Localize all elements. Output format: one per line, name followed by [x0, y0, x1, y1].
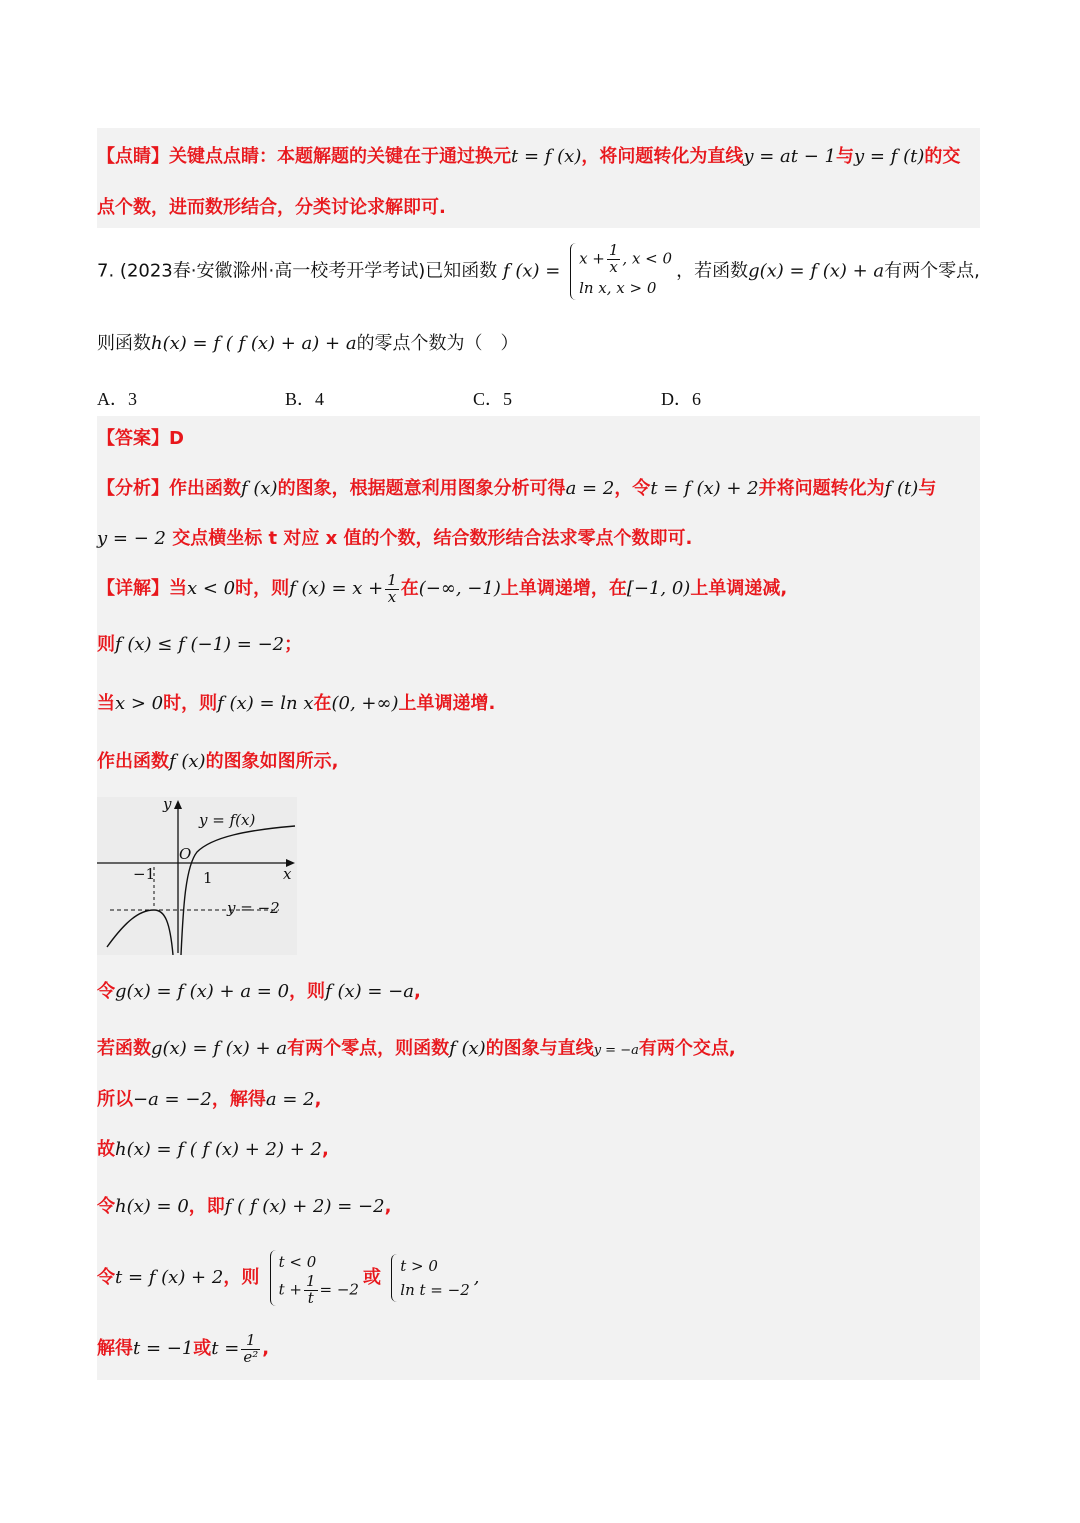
point-line-1: 【点睛】关键点点睛：本题解题的关键在于通过换元t = f (x)，将问题转化为直线y = at − 1与y = f (t)的交 [97, 146, 961, 167]
graph-x-label: x [283, 865, 292, 883]
point-line-2: 点个数，进而数形结合，分类讨论求解即可. [97, 197, 446, 218]
detail-line-9: 令h(x) = 0，即f ( f (x) + 2) = −2, [97, 1196, 392, 1217]
detail-line-8: 故h(x) = f ( f (x) + 2) + 2, [97, 1139, 329, 1160]
option-b: B．4 [285, 389, 325, 409]
graph-line-label: y = −2 [227, 899, 280, 917]
graph-one-label: 1 [203, 869, 213, 887]
detail-line-10: 令t = f (x) + 2，则 t < 0 t + $\frac{1}{t}$ = −2 或 t > 0 ln t = −2 , [97, 1240, 479, 1316]
curve-negative-branch [107, 910, 173, 955]
detail-line-2: 则f (x) ≤ f (−1) = −2； [97, 634, 303, 655]
answer-line: 【答案】D [97, 428, 184, 449]
option-a: A．3 [97, 389, 137, 409]
y-axis-arrow [174, 800, 182, 809]
function-graph [97, 797, 297, 955]
piecewise-brace: x + $\frac{1}{x}$ , x < 0 ln x, x > 0 [570, 243, 672, 300]
graph-curve-label: y = f(x) [199, 811, 256, 829]
question-line-2: 则函数h(x) = f ( f (x) + a) + a的零点个数为（ ） [97, 333, 519, 354]
detail-line-7: 所以−a = −2，解得a = 2, [97, 1089, 322, 1110]
option-c: C．5 [473, 389, 513, 409]
detail-line-4: 作出函数f (x)的图象如图所示, [97, 751, 339, 772]
system-1: t < 0 t + $\frac{1}{t}$ = −2 [270, 1250, 359, 1307]
detail-line-1: 【详解】当x < 0时，则f (x) = x + $\frac{1}{x}$ 在(−∞, −1)上单调递增，在[−1, 0)上单调递减, [97, 570, 788, 606]
analysis-line-2: y = − 2 交点横坐标 t 对应 x 值的个数，结合数形结合法求零点个数即可. [97, 528, 693, 549]
question-line-1: 7. (2023春·安徽滁州·高一校考开学考试)已知函数 f (x) = x + $\frac{1}{x}$ , x < 0 ln x, x > 0 ，若函数g(x) = f (x) + a有两个零点, [97, 243, 980, 300]
system-2: t > 0 ln t = −2 [391, 1254, 469, 1302]
analysis-line-1: 【分析】作出函数f (x)的图象，根据题意利用图象分析可得a = 2，令t = f (x) + 2并将问题转化为f (t)与 [97, 478, 937, 499]
graph-origin-label: O [179, 845, 192, 863]
curve-log-branch [181, 826, 295, 955]
detail-line-11: 解得t = −1或t = $\frac{1}{\text{e²}}$ , [97, 1330, 270, 1366]
detail-line-6: 若函数g(x) = f (x) + a有两个零点，则函数f (x)的图象与直线y = −a有两个交点, [97, 1038, 736, 1059]
option-d: D．6 [661, 389, 701, 409]
detail-line-5: 令g(x) = f (x) + a = 0，则f (x) = −a, [97, 981, 421, 1002]
graph-y-label: y [163, 797, 172, 813]
graph-neg-one-label: −1 [133, 865, 156, 883]
detail-line-3: 当x > 0时，则f (x) = ln x在(0, +∞)上单调递增. [97, 693, 496, 714]
